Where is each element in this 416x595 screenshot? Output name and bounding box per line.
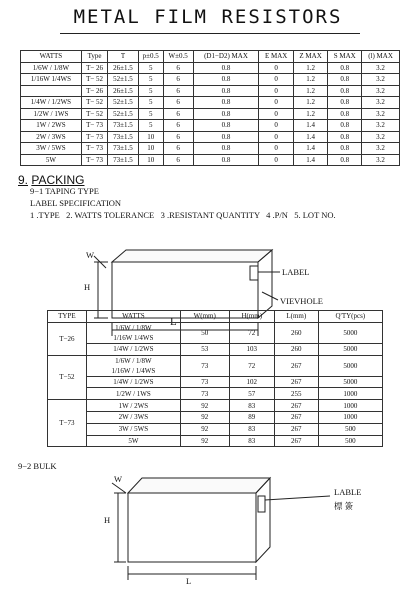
spec-row [21,85,400,97]
spec-cell-t: 52±1.5 [108,108,138,120]
spec-table [20,50,400,166]
spec-cell-p: 5 [138,120,163,132]
packing-heading-text: PACKING [31,173,85,187]
packing-cell-watts: 1/4W / 1/2WS [86,343,180,355]
spec-cell-type: T− 26 [81,62,107,74]
packing-cell-w: 92 [180,435,229,447]
spec-cell-z: 1.2 [293,85,327,97]
spec-cell-e: 0 [259,74,293,86]
packing-cell-w: 73 [180,388,229,400]
spec-cell-p: 10 [138,131,163,143]
spec-cell-e: 0 [259,85,293,97]
packing-cell-w: 92 [180,400,229,412]
spec-cell-e: 0 [259,62,293,74]
packing-header-cell: W(mm) [180,311,229,323]
spec-cell-d: 0.8 [193,154,259,166]
bulk-dim-h-label: H [104,515,111,525]
spec-cell-s: 0.8 [328,85,362,97]
spec-cell-p: 5 [138,108,163,120]
packing-cell-w: 50 [180,322,229,343]
spec-cell-e: 0 [259,143,293,155]
spec-cell-z: 1.4 [293,143,327,155]
spec-cell-watts: 1/4W / 1/2WS [21,97,82,109]
packing-row [48,388,383,400]
spec-cell-d: 0.8 [193,97,259,109]
spec-cell-w: 6 [163,108,193,120]
spec-cell-z: 1.4 [293,131,327,143]
packing-cell-q: 1000 [318,388,382,400]
packing-heading-num: 9. [18,173,29,187]
spec-cell-z: 1.2 [293,62,327,74]
packing-cell-w: 92 [180,423,229,435]
spec-cell-z: 1.2 [293,97,327,109]
packing-cell-l: 267 [274,423,318,435]
spec-header-cell: E MAX [259,51,293,63]
packing-cell-w: 92 [180,411,229,423]
spec-cell-watts: 1W / 2WS [21,120,82,132]
title-underline [60,33,360,34]
spec-cell-s: 0.8 [328,108,362,120]
packing-cell-q: 500 [318,423,382,435]
bulk-dim-l-label: L [186,576,192,586]
packing-cell-l: 260 [274,322,318,343]
spec-cell-t: 73±1.5 [108,131,138,143]
packing-cell-watts: 5W [86,435,180,447]
packing-cell-q: 5000 [318,322,382,343]
packing-cell-h: 72 [229,355,274,376]
dim-h-label: H [84,282,91,292]
packing-cell-watts: 1/2W / 1WS [86,388,180,400]
spec-header-cell: (D1−D2) MAX [193,51,259,63]
spec-row [21,62,400,74]
packing-cell-h: 83 [229,435,274,447]
spec-cell-d: 0.8 [193,74,259,86]
spec-cell-l: 3.2 [362,108,400,120]
packing-cell-w: 53 [180,343,229,355]
spec-row [21,143,400,155]
spec-cell-type: T− 52 [81,74,107,86]
packing-cell-l: 260 [274,343,318,355]
spec-row [21,131,400,143]
packing-cell-h: 72 [229,322,274,343]
bulk-label-cn: 標 簽 [334,501,354,511]
packing-cell-q: 5000 [318,376,382,388]
spec-cell-z: 1.4 [293,154,327,166]
spec-cell-w: 6 [163,62,193,74]
packing-cell-watts: 1/6W / 1/8W 1/16W / 1/4WS [86,355,180,376]
spec-header-cell: p±0.5 [138,51,163,63]
spec-header-cell: Z MAX [293,51,327,63]
spec-cell-e: 0 [259,97,293,109]
bulk-dim-w-label: W [114,474,123,484]
packing-cell-l: 267 [274,376,318,388]
packing-cell-l: 267 [274,411,318,423]
spec-row [21,108,400,120]
packing-cell-l: 267 [274,355,318,376]
spec-cell-p: 5 [138,74,163,86]
packing-cell-l: 267 [274,400,318,412]
spec-cell-watts [21,85,82,97]
taping-type-heading: 9−1 TAPING TYPE [30,186,99,196]
spec-cell-d: 0.8 [193,62,259,74]
packing-cell-watts: 3W / 5WS [86,423,180,435]
spec-row [21,97,400,109]
spec-header-cell: (l) MAX [362,51,400,63]
spec-row [21,154,400,166]
spec-cell-d: 0.8 [193,108,259,120]
spec-cell-p: 10 [138,154,163,166]
spec-cell-t: 52±1.5 [108,97,138,109]
packing-cell-q: 5000 [318,355,382,376]
packing-cell-h: 89 [229,411,274,423]
packing-cell-h: 83 [229,423,274,435]
spec-cell-s: 0.8 [328,120,362,132]
packing-table [47,310,383,447]
spec-cell-type: T− 26 [81,85,107,97]
label-callout: LABEL [282,267,310,277]
packing-type-cell: T−73 [48,400,87,447]
spec-cell-e: 0 [259,154,293,166]
spec-cell-p: 5 [138,62,163,74]
spec-cell-e: 0 [259,120,293,132]
spec-cell-w: 6 [163,97,193,109]
packing-cell-l: 267 [274,435,318,447]
spec-cell-z: 1.2 [293,74,327,86]
spec-cell-t: 26±1.5 [108,85,138,97]
spec-cell-w: 6 [163,131,193,143]
spec-header-cell: Type [81,51,107,63]
spec-cell-z: 1.2 [293,108,327,120]
packing-type-cell: T−26 [48,322,87,355]
packing-row [48,322,383,343]
spec-cell-s: 0.8 [328,74,362,86]
packing-cell-w: 73 [180,376,229,388]
packing-cell-h: 103 [229,343,274,355]
packing-cell-watts: 2W / 3WS [86,411,180,423]
spec-cell-type: T− 73 [81,120,107,132]
packing-row [48,435,383,447]
spec-cell-e: 0 [259,108,293,120]
packing-header-row [48,311,383,323]
spec-cell-watts: 5W [21,154,82,166]
spec-cell-s: 0.8 [328,131,362,143]
spec-cell-watts: 2W / 3WS [21,131,82,143]
packing-cell-w: 73 [180,355,229,376]
spec-cell-l: 3.2 [362,143,400,155]
spec-cell-p: 5 [138,97,163,109]
dim-w-label: W [86,250,95,260]
document-title: METAL FILM RESISTORS [73,6,343,28]
spec-cell-d: 0.8 [193,120,259,132]
packing-cell-watts: 1/6W / 1/8W 1/16W 1/4WS [86,322,180,343]
packing-row [48,411,383,423]
spec-cell-s: 0.8 [328,62,362,74]
spec-cell-s: 0.8 [328,97,362,109]
spec-cell-s: 0.8 [328,154,362,166]
packing-cell-h: 102 [229,376,274,388]
packing-header-cell: WATTS [86,311,180,323]
label-items: 1 .TYPE 2. WATTS TOLERANCE 3 .RESISTANT QUANTITY 4 .P/N 5. LOT NO. [30,210,336,220]
spec-cell-w: 6 [163,120,193,132]
spec-cell-type: T− 73 [81,131,107,143]
spec-cell-p: 10 [138,143,163,155]
spec-cell-l: 3.2 [362,131,400,143]
spec-cell-d: 0.8 [193,131,259,143]
packing-cell-q: 500 [318,435,382,447]
spec-cell-watts: 1/16W 1/4WS [21,74,82,86]
packing-cell-watts: 1/4W / 1/2WS [86,376,180,388]
viewhole-callout: VIEVHOLE [280,296,323,306]
spec-cell-d: 0.8 [193,85,259,97]
packing-header-cell: TYPE [48,311,87,323]
packing-type-cell: T−52 [48,355,87,400]
spec-cell-watts: 1/2W / 1WS [21,108,82,120]
spec-cell-l: 3.2 [362,97,400,109]
packing-header-cell: L(mm) [274,311,318,323]
spec-cell-l: 3.2 [362,62,400,74]
spec-header-row [21,51,400,63]
spec-header-cell: W±0.5 [163,51,193,63]
packing-cell-h: 83 [229,400,274,412]
packing-cell-q: 5000 [318,343,382,355]
spec-cell-t: 73±1.5 [108,143,138,155]
spec-cell-type: T− 52 [81,97,107,109]
spec-cell-e: 0 [259,131,293,143]
bulk-label-callout: LABLE [334,487,362,497]
spec-cell-l: 3.2 [362,74,400,86]
packing-row [48,343,383,355]
spec-cell-watts: 1/6W / 1/8W [21,62,82,74]
packing-row [48,423,383,435]
spec-cell-watts: 3W / 5WS [21,143,82,155]
packing-cell-q: 1000 [318,411,382,423]
packing-header-cell: Q'TY(pcs) [318,311,382,323]
spec-cell-type: T− 52 [81,108,107,120]
spec-cell-d: 0.8 [193,143,259,155]
packing-cell-l: 255 [274,388,318,400]
spec-cell-w: 6 [163,143,193,155]
spec-cell-l: 3.2 [362,85,400,97]
dim-l-label: L [170,316,177,328]
spec-header-cell: S MAX [328,51,362,63]
packing-row [48,376,383,388]
spec-cell-type: T− 73 [81,143,107,155]
spec-cell-s: 0.8 [328,143,362,155]
spec-cell-w: 6 [163,74,193,86]
label-spec-heading: LABEL SPECIFICATION [30,198,122,208]
bulk-heading: 9−2 BULK [18,461,57,471]
packing-cell-h: 57 [229,388,274,400]
spec-cell-type: T− 73 [81,154,107,166]
packing-row [48,355,383,376]
spec-cell-t: 73±1.5 [108,120,138,132]
spec-row [21,74,400,86]
packing-heading [18,173,84,187]
packing-cell-watts: 1W / 2WS [86,400,180,412]
packing-cell-q: 1000 [318,400,382,412]
spec-cell-z: 1.4 [293,120,327,132]
spec-header-cell: T [108,51,138,63]
packing-header-cell: H(mm) [229,311,274,323]
spec-cell-t: 73±1.5 [108,154,138,166]
packing-row [48,400,383,412]
spec-cell-l: 3.2 [362,120,400,132]
spec-cell-p: 5 [138,85,163,97]
spec-cell-t: 26±1.5 [108,62,138,74]
spec-header-cell: WATTS [21,51,82,63]
spec-cell-w: 6 [163,154,193,166]
spec-row [21,120,400,132]
spec-cell-w: 6 [163,85,193,97]
spec-cell-l: 3.2 [362,154,400,166]
spec-cell-t: 52±1.5 [108,74,138,86]
